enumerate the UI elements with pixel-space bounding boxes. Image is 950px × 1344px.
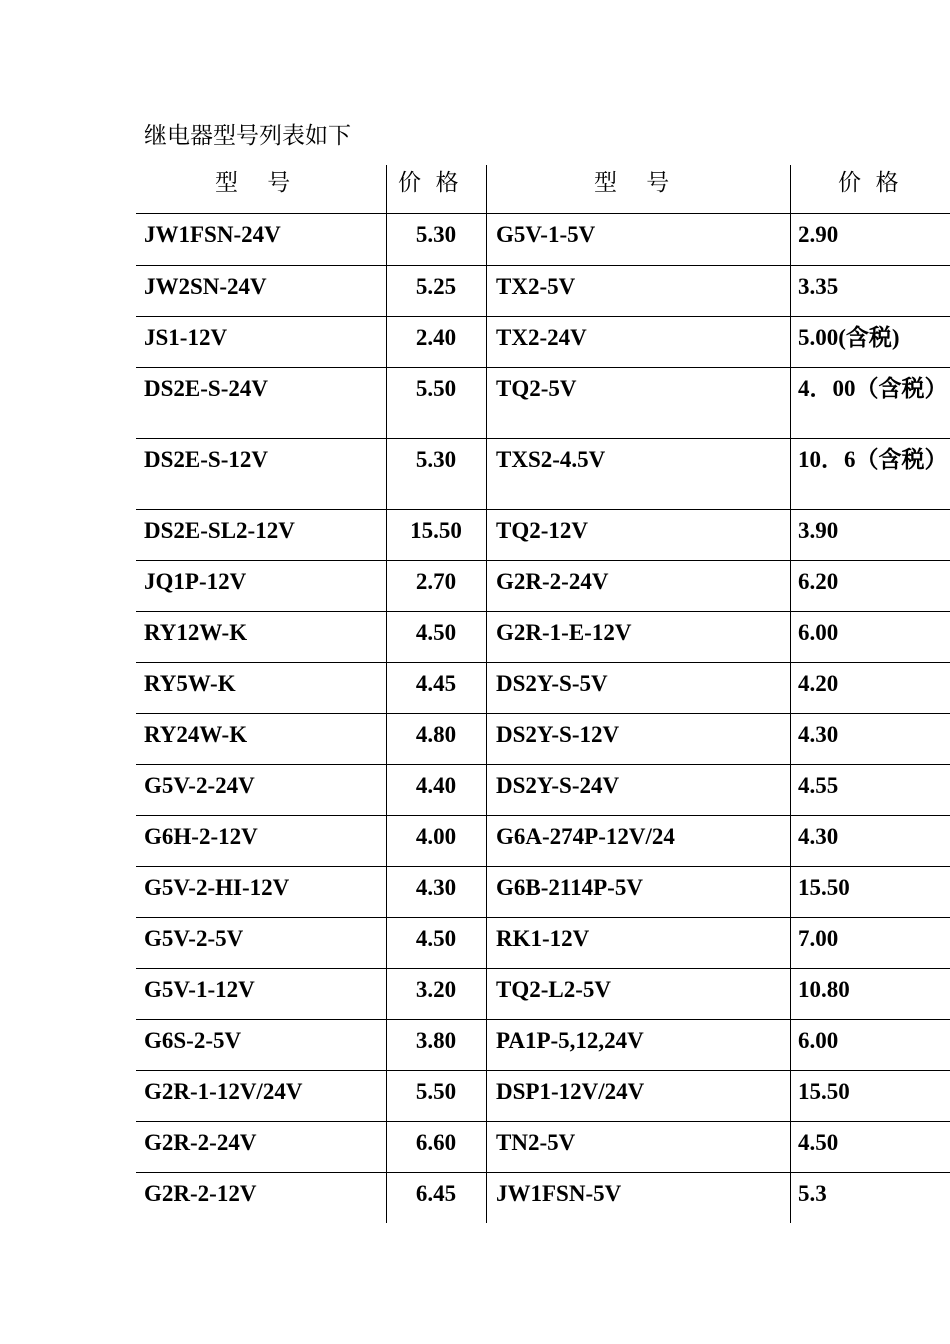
right-price-cell: 6.00 <box>798 620 839 645</box>
left-price-cell: 5.30 <box>415 222 457 247</box>
row-divider <box>136 265 950 266</box>
right-model-cell: TXS2-4.5V <box>496 447 606 472</box>
left-model-cell: G6S-2-5V <box>144 1028 242 1053</box>
left-price-cell: 2.70 <box>415 569 457 594</box>
row-divider <box>136 316 950 317</box>
right-model-cell: TX2-24V <box>496 325 587 350</box>
left-model-cell: JW2SN-24V <box>144 274 267 299</box>
left-model-cell: G5V-2-HI-12V <box>144 875 290 900</box>
left-price-cell: 2.40 <box>415 325 457 350</box>
header-model-right: 型 号 <box>594 170 670 196</box>
left-price-cell: 4.40 <box>415 773 457 798</box>
left-price-cell: 4.30 <box>415 875 457 900</box>
row-divider <box>136 968 950 969</box>
left-model-cell: G5V-2-5V <box>144 926 244 951</box>
left-model-cell: G2R-1-12V/24V <box>144 1079 303 1104</box>
row-divider <box>136 367 950 368</box>
row-divider <box>136 1121 950 1122</box>
right-model-cell: DS2Y-S-12V <box>496 722 620 747</box>
left-price-cell: 3.20 <box>415 977 457 1002</box>
right-price-cell: 10．6（含税） <box>798 447 948 472</box>
left-price-cell: 5.30 <box>415 447 457 472</box>
left-price-cell: 4.50 <box>415 620 457 645</box>
right-price-cell: 6.00 <box>798 1028 839 1053</box>
right-model-cell: PA1P-5,12,24V <box>496 1028 644 1053</box>
row-divider <box>136 438 950 439</box>
right-model-cell: DS2Y-S-5V <box>496 671 608 696</box>
row-divider <box>136 560 950 561</box>
right-price-cell: 4.55 <box>798 773 839 798</box>
header-price-left: 价 格 <box>398 170 459 196</box>
left-price-cell: 4.45 <box>415 671 457 696</box>
left-model-cell: G5V-1-12V <box>144 977 255 1002</box>
right-price-cell: 4.30 <box>798 824 839 849</box>
right-price-cell: 4.30 <box>798 722 839 747</box>
right-model-cell: G5V-1-5V <box>496 222 596 247</box>
left-model-cell: RY5W-K <box>144 671 236 696</box>
row-divider <box>136 764 950 765</box>
right-price-cell: 4.50 <box>798 1130 839 1155</box>
right-model-cell: G6B-2114P-5V <box>496 875 643 900</box>
row-divider <box>136 509 950 510</box>
left-model-cell: G6H-2-12V <box>144 824 258 849</box>
column-divider <box>486 165 487 1223</box>
left-model-cell: DS2E-SL2-12V <box>144 518 295 543</box>
left-model-cell: RY24W-K <box>144 722 248 747</box>
right-model-cell: DS2Y-S-24V <box>496 773 620 798</box>
row-divider <box>136 611 950 612</box>
right-price-cell: 2.90 <box>798 222 839 247</box>
row-divider <box>136 815 950 816</box>
left-model-cell: G5V-2-24V <box>144 773 255 798</box>
left-price-cell: 6.60 <box>415 1130 457 1155</box>
column-divider <box>790 165 791 1223</box>
left-model-cell: RY12W-K <box>144 620 248 645</box>
header-model-left: 型 号 <box>215 170 291 196</box>
right-model-cell: G2R-2-24V <box>496 569 609 594</box>
left-price-cell: 4.00 <box>415 824 457 849</box>
right-model-cell: G2R-1-E-12V <box>496 620 632 645</box>
left-price-cell: 15.50 <box>410 518 462 543</box>
right-model-cell: RK1-12V <box>496 926 590 951</box>
row-divider <box>136 1070 950 1071</box>
right-price-cell: 4.20 <box>798 671 839 696</box>
row-divider <box>136 662 950 663</box>
left-model-cell: G2R-2-12V <box>144 1181 257 1206</box>
left-model-cell: DS2E-S-24V <box>144 376 268 401</box>
left-model-cell: DS2E-S-12V <box>144 447 268 472</box>
left-model-cell: JS1-12V <box>144 325 228 350</box>
left-price-cell: 4.80 <box>415 722 457 747</box>
right-model-cell: JW1FSN-5V <box>496 1181 622 1206</box>
left-price-cell: 6.45 <box>415 1181 457 1206</box>
right-price-cell: 4．00（含税） <box>798 376 948 401</box>
row-divider <box>136 713 950 714</box>
right-model-cell: TQ2-12V <box>496 518 588 543</box>
left-model-cell: G2R-2-24V <box>144 1130 257 1155</box>
row-divider <box>136 1172 950 1173</box>
row-divider <box>136 213 950 214</box>
right-model-cell: DSP1-12V/24V <box>496 1079 645 1104</box>
row-divider <box>136 866 950 867</box>
row-divider <box>136 1019 950 1020</box>
right-model-cell: TQ2-5V <box>496 376 577 401</box>
right-price-cell: 5.00(含税) <box>798 325 900 350</box>
right-price-cell: 15.50 <box>798 1079 850 1104</box>
row-divider <box>136 917 950 918</box>
right-price-cell: 6.20 <box>798 569 839 594</box>
header-price-right: 价 格 <box>838 170 899 196</box>
left-price-cell: 4.50 <box>415 926 457 951</box>
right-price-cell: 3.35 <box>798 274 839 299</box>
right-price-cell: 15.50 <box>798 875 850 900</box>
right-price-cell: 5.3 <box>798 1181 827 1206</box>
right-model-cell: TQ2-L2-5V <box>496 977 611 1002</box>
left-model-cell: JQ1P-12V <box>144 569 247 594</box>
right-model-cell: G6A-274P-12V/24 <box>496 824 675 849</box>
left-price-cell: 5.50 <box>415 1079 457 1104</box>
left-price-cell: 5.25 <box>415 274 457 299</box>
right-model-cell: TX2-5V <box>496 274 576 299</box>
left-price-cell: 5.50 <box>415 376 457 401</box>
right-price-cell: 7.00 <box>798 926 839 951</box>
page-title: 继电器型号列表如下 <box>144 123 351 149</box>
right-price-cell: 3.90 <box>798 518 839 543</box>
left-price-cell: 3.80 <box>415 1028 457 1053</box>
left-model-cell: JW1FSN-24V <box>144 222 281 247</box>
right-price-cell: 10.80 <box>798 977 850 1002</box>
right-model-cell: TN2-5V <box>496 1130 576 1155</box>
